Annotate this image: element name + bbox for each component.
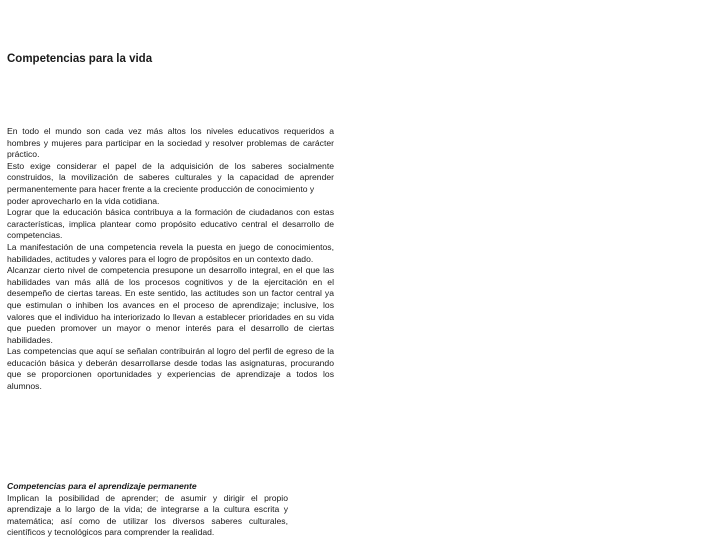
body-text (7, 126, 334, 393)
paragraph-4: Lograr que la educación básica contribuya a la formación de ciudadanos con estas características, implica plantear como propósito educativo central el desarrollo de competencias. (7, 207, 334, 241)
paragraph-5: La manifestación de una competencia revela la puesta en juego de conocimientos, habilidades, actitudes y valores para el logro de propósitos en un contexto dado. (7, 241, 334, 264)
paragraph-1: En todo el mundo son cada vez más altos los niveles educativos requeridos a hombres y mujeres para participar en la sociedad y resolver problemas de carácter práctico. (7, 126, 334, 160)
paragraph-3: poder aprovecharlo en la vida cotidiana. (7, 195, 160, 206)
lifelong-learning-section (7, 481, 288, 539)
paragraph-2: Esto exige considerar el papel de la adquisición de los saberes socialmente construidos, la movilización de saberes culturales y la capacidad de aprender permanentemente para hacer frente a la creciente producción de conocimiento y (7, 160, 334, 194)
section-text: Implican la posibilidad de aprender; de asumir y dirigir el propio aprendizaje a lo largo de la vida; de integrarse a la cultura escrita y matemática; así como de utilizar los diversos saberes culturales, científicos y tecnológicos para comprender la realidad. (7, 492, 288, 538)
paragraph-7: Las competencias que aquí se señalan contribuirán al logro del perfil de egreso de la educación básica y deberán desarrollarse desde todas las asignaturas, procurando que se proporcionen oportunidades y experiencias de aprendizaje a todos los alumnos. (7, 346, 334, 392)
page-title: Competencias para la vida (7, 53, 153, 65)
paragraph-6: Alcanzar cierto nivel de competencia presupone un desarrollo integral, en el que las habilidades van más allá de los procesos cognitivos y de la ejercitación en el desempeño de ciertas tareas. En este sentido, las actitudes son un factor central ya que estimulan o inhiben los avances en el proceso de aprendizaje; inclusive, los valores que el individuo ha interiorizado lo llevan a establecer prioridades en su vida que pueden promover un mayor o menor interés para el desarrollo de ciertas habilidades. (7, 265, 334, 345)
section-heading: Competencias para el aprendizaje permanente (7, 481, 197, 491)
